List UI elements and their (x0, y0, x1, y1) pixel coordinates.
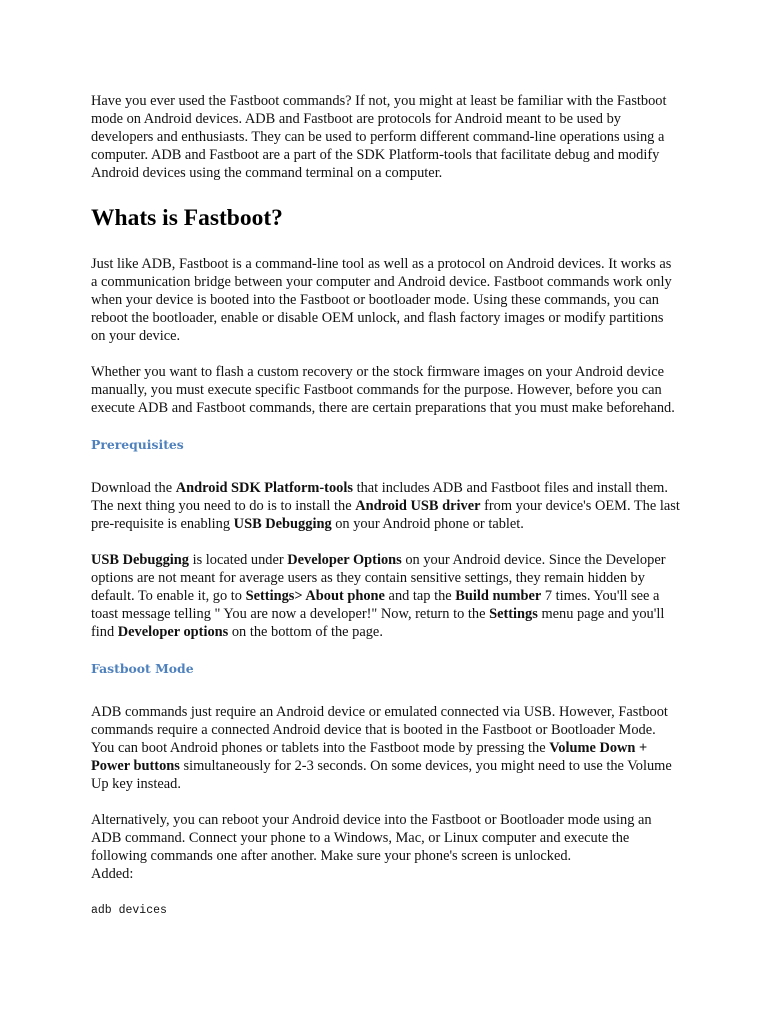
document-page (91, 92, 681, 919)
text-run: on the bottom of the page. (228, 624, 383, 640)
bold-settings: Settings (489, 606, 538, 622)
heading-whats-fastboot: Whats is Fastboot? (91, 205, 283, 231)
text-run: on your Android device. Since the Developer options are not meant for average users as they contain sensitive settings, they remain hidden by default. To enable it, go to (91, 552, 666, 604)
bold-usb-debugging: USB Debugging (233, 516, 332, 532)
text-run: 7 times. You'll see a toast message telling " You are now a developer!" Now, return to the (91, 588, 660, 622)
intro-paragraph: Have you ever used the Fastboot commands? If not, you might at least be familiar with the Fastboot mode on Android devices. ADB and Fastboot are protocols for Android meant to be used by developers and enthusiasts. They can be used to perform different command-line operations using a computer. ADB and Fastboot are a part of the SDK Platform-tools that facilitate debug and modify Android devices using the command terminal on a computer. (91, 93, 667, 181)
bold-volume-power-buttons: Volume Down + Power buttons (91, 740, 648, 774)
fastboot-paragraph-2: Whether you want to flash a custom recovery or the stock firmware images on your Android device manually, you must execute specific Fastboot commands for the purpose. However, before you can execute ADB and Fastboot commands, there are certain preparations that you must make beforehand. (91, 364, 675, 416)
fastboot-paragraph-1: Just like ADB, Fastboot is a command-line tool as well as a protocol on Android devices. It works as a communication bridge between your computer and Android device. Fastboot commands work only when your device is booted into the Fastboot or bootloader mode. Using these commands, you can reboot the bootloader, enable or disable OEM unlock, and flash factory images or modify partitions on your device. (91, 256, 672, 344)
bold-settings-about-phone: Settings> About phone (245, 588, 385, 604)
text-run: on your Android phone or tablet. (331, 516, 524, 532)
text-run: menu page and you'll find (91, 606, 665, 640)
heading-prerequisites: Prerequisites (91, 437, 184, 452)
bold-build-number: Build number (455, 588, 542, 604)
fastboot-mode-paragraph-1 (91, 703, 681, 793)
prerequisites-paragraph-1 (91, 479, 681, 533)
bold-developer-options: Developer options (117, 624, 229, 640)
text-run: that includes ADB and Fastboot files and install them. The next thing you need to do is to install the (91, 480, 668, 514)
bold-usb-debugging: USB Debugging (91, 552, 189, 568)
code-adb-devices: adb devices (91, 904, 167, 917)
text-run: from your device's OEM. The last pre-requisite is enabling (91, 498, 680, 532)
prerequisites-paragraph-2 (91, 551, 681, 641)
text-run: Download the (91, 480, 176, 496)
fastboot-mode-paragraph-2: Alternatively, you can reboot your Android device into the Fastboot or Bootloader mode using an ADB command. Connect your phone to a Windows, Mac, or Linux computer and execute the following commands one after another. Make sure your phone's screen is unlocked. (91, 812, 652, 864)
heading-fastboot-mode: Fastboot Mode (91, 661, 194, 676)
text-run: is located under (188, 552, 288, 568)
bold-usb-driver: Android USB driver (355, 498, 481, 514)
bold-developer-options: Developer Options (287, 552, 402, 568)
text-run: simultaneously for 2-3 seconds. On some devices, you might need to use the Volume Up key instead. (91, 758, 672, 792)
text-run: and tap the (384, 588, 456, 604)
bold-platform-tools: Android SDK Platform-tools (175, 480, 353, 496)
added-label: Added: (91, 866, 134, 882)
text-run: ADB commands just require an Android device or emulated connected via USB. However, Fastboot commands require a connected Android device that is booted in the Fastboot or Bootloader Mode. You can boot Android phones or tablets into the Fastboot mode by pressing the (91, 704, 668, 756)
